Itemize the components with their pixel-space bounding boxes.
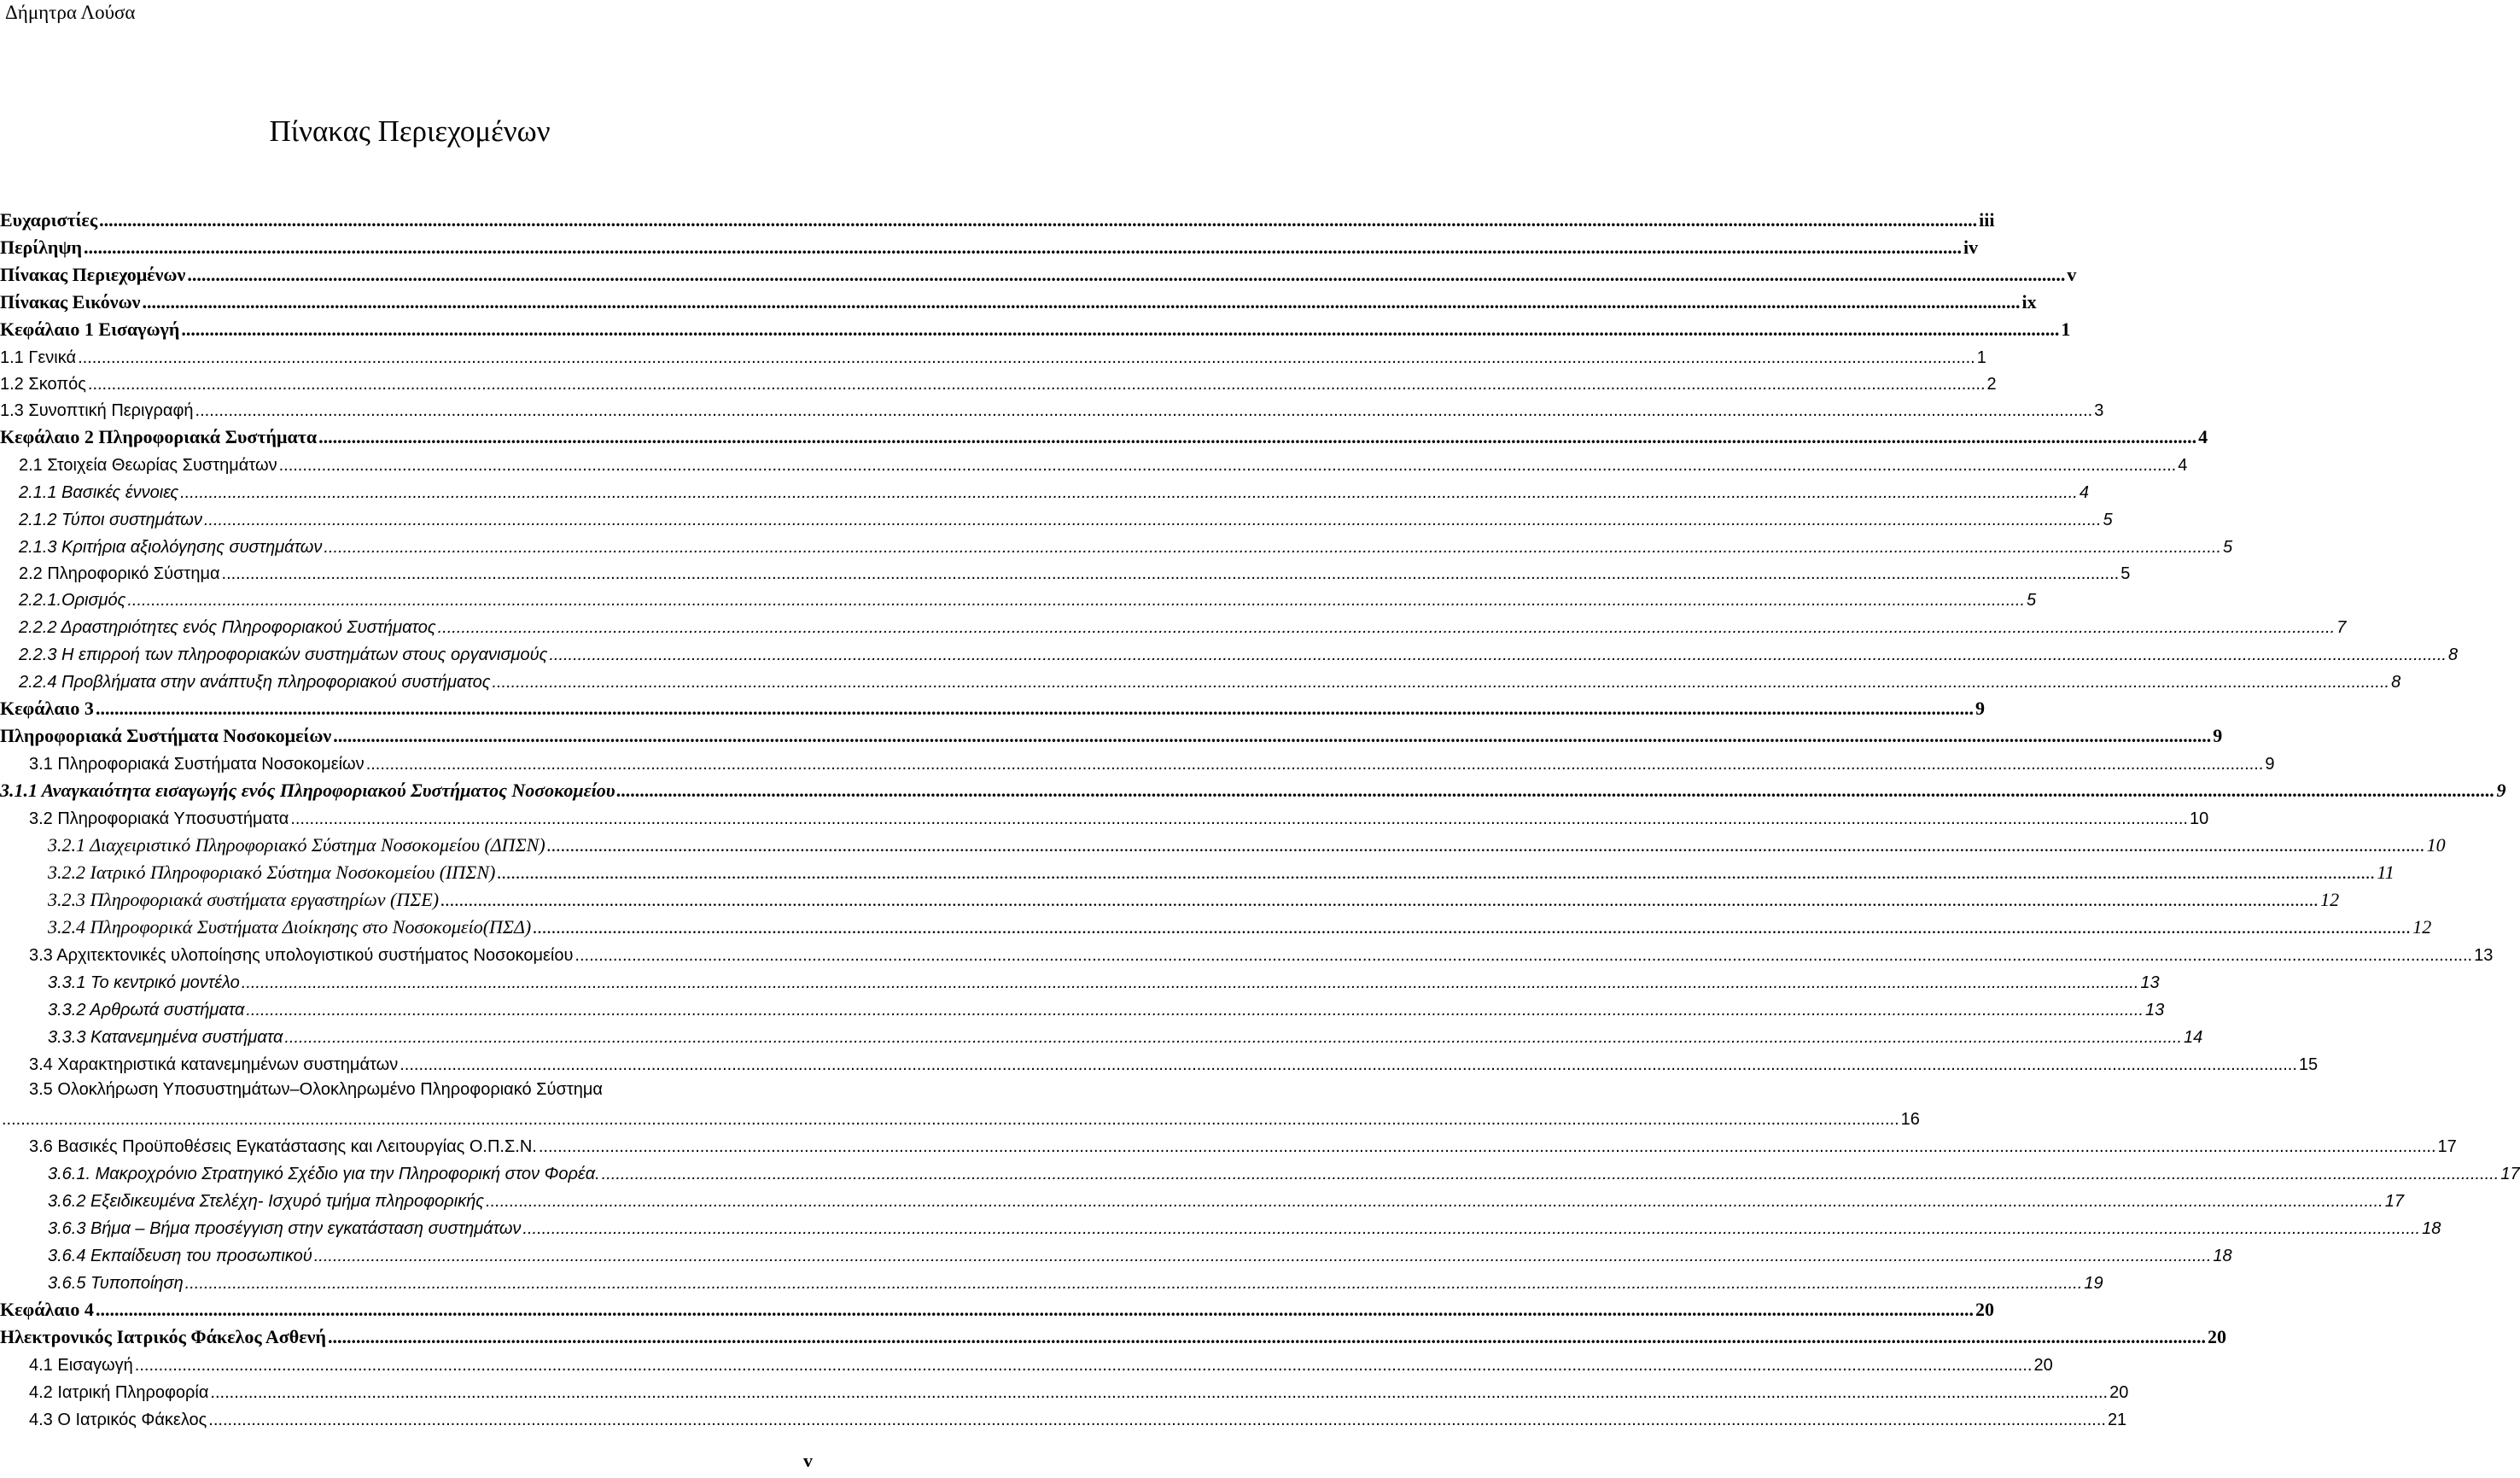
toc-entry-label: 1.1 Γενικά bbox=[0, 348, 77, 367]
toc-entry[interactable] bbox=[19, 503, 2113, 530]
toc-entry[interactable] bbox=[29, 1130, 2457, 1157]
toc-entry[interactable] bbox=[0, 341, 1986, 368]
toc-entry[interactable] bbox=[48, 1266, 2103, 1294]
leader-dots: ................................................................................................................................................................................................................................................................................................................................................................................................................ bbox=[84, 237, 1963, 258]
toc-entry-label: Ευχαριστίες bbox=[0, 209, 98, 231]
toc-entry[interactable] bbox=[29, 1048, 2319, 1075]
toc-entry-label: 3.6.5 Τυποποίηση bbox=[48, 1274, 184, 1293]
toc-entry-label: 4.1 Εισαγωγή bbox=[29, 1356, 133, 1375]
toc-entry-label: 2.2.1.Ορισμός bbox=[19, 591, 126, 610]
toc-entry-label: Ηλεκτρονικός Ιατρικός Φάκελος Ασθενή bbox=[0, 1326, 326, 1347]
toc-entry[interactable] bbox=[29, 747, 2275, 774]
toc-entry[interactable] bbox=[0, 692, 1985, 720]
toc-entry-page: 15 bbox=[2298, 1055, 2319, 1074]
toc-entry[interactable] bbox=[48, 829, 2446, 856]
page-title: Πίνακας Περιεχομένων bbox=[269, 114, 551, 148]
toc-entry-page: 20 bbox=[2033, 1356, 2053, 1375]
toc-entry[interactable] bbox=[0, 421, 2208, 448]
toc-entry-label: Πίνακας Εικόνων bbox=[0, 291, 141, 313]
toc-entry-page: 3 bbox=[2094, 401, 2104, 420]
leader-dots: ................................................................................................................................................................................................................................................................................................................................................................................................................ bbox=[208, 1411, 2106, 1429]
toc-entry-page: ix bbox=[2021, 291, 2037, 313]
toc-entry-page: 4 bbox=[2198, 426, 2208, 447]
leader-dots: ................................................................................................................................................................................................................................................................................................................................................................................................................ bbox=[313, 1247, 2212, 1265]
leader-dots: ................................................................................................................................................................................................................................................................................................................................................................................................................ bbox=[546, 834, 2425, 856]
toc-entry[interactable] bbox=[0, 1294, 1994, 1321]
leader-dots: ................................................................................................................................................................................................................................................................................................................................................................................................................ bbox=[400, 1055, 2297, 1074]
leader-dots: ................................................................................................................................................................................................................................................................................................................................................................................................................ bbox=[522, 1219, 2421, 1238]
toc-entry-label: Πίνακας Περιεχομένων bbox=[0, 264, 186, 285]
leader-dots: ................................................................................................................................................................................................................................................................................................................................................................................................................ bbox=[278, 456, 2177, 475]
toc-entry-page: iv bbox=[1963, 237, 1979, 258]
leader-dots: ................................................................................................................................................................................................................................................................................................................................................................................................................ bbox=[181, 318, 2060, 340]
toc-entry-page: 21 bbox=[2107, 1411, 2127, 1429]
toc-entry-label: 1.3 Συνοπτική Περιγραφή bbox=[0, 401, 194, 420]
toc-entry-label: 3.2.3 Πληροφοριακά συστήματα εργαστηρίων (ΠΣΕ) bbox=[48, 889, 440, 910]
toc-entry[interactable] bbox=[0, 204, 1995, 231]
toc-entry-page: iii bbox=[1979, 209, 1995, 231]
toc-entry[interactable] bbox=[19, 530, 2233, 558]
leader-dots: ................................................................................................................................................................................................................................................................................................................................................................................................................ bbox=[142, 291, 2021, 313]
toc-entry[interactable] bbox=[29, 1348, 2053, 1376]
toc-entry[interactable] bbox=[19, 665, 2401, 692]
leader-dots: ................................................................................................................................................................................................................................................................................................................................................................................................................ bbox=[333, 725, 2212, 746]
toc-entry-label: 3.3.3 Κατανεμημένα συστήματα bbox=[48, 1028, 283, 1047]
toc-entry-page: 9 bbox=[1975, 698, 1985, 719]
leader-dots: ................................................................................................................................................................................................................................................................................................................................................................................................................ bbox=[210, 1383, 2109, 1402]
toc-entry[interactable] bbox=[48, 1212, 2441, 1239]
toc-entry[interactable] bbox=[0, 1102, 1920, 1130]
toc-entry-page: 13 bbox=[2140, 973, 2160, 992]
toc-entry-page: 5 bbox=[2120, 564, 2131, 583]
toc-entry-label: 3.6.2 Εξειδικευμένα Στελέχη- Ισχυρό τμήμα πληροφορικής bbox=[48, 1192, 485, 1211]
leader-dots: ................................................................................................................................................................................................................................................................................................................................................................................................................ bbox=[246, 1001, 2144, 1019]
toc-entry[interactable] bbox=[48, 1184, 2404, 1212]
toc-entry[interactable] bbox=[29, 1376, 2129, 1403]
leader-dots: ................................................................................................................................................................................................................................................................................................................................................................................................................ bbox=[365, 755, 2264, 774]
toc-entry[interactable] bbox=[48, 966, 2160, 993]
leader-dots: ................................................................................................................................................................................................................................................................................................................................................................................................................ bbox=[575, 946, 2473, 965]
toc-entry-label: 2.2 Πληροφορικό Σύστημα bbox=[19, 564, 220, 583]
toc-entry[interactable] bbox=[19, 557, 2131, 584]
toc-entry[interactable] bbox=[29, 1403, 2127, 1430]
toc-entry-page: v bbox=[2067, 264, 2077, 285]
toc-entry-page: 19 bbox=[2084, 1274, 2103, 1293]
leader-dots: ................................................................................................................................................................................................................................................................................................................................................................................................................ bbox=[318, 426, 2197, 447]
leader-dots: ................................................................................................................................................................................................................................................................................................................................................................................................................ bbox=[538, 1137, 2436, 1156]
leader-dots: ................................................................................................................................................................................................................................................................................................................................................................................................................ bbox=[203, 511, 2102, 529]
toc-entry-label: 3.3 Αρχιτεκτονικές υλοποίησης υπολογιστικού συστήματος Νοσοκομείου bbox=[29, 946, 574, 965]
toc-entry-page: 17 bbox=[2437, 1137, 2457, 1156]
leader-dots: ................................................................................................................................................................................................................................................................................................................................................................................................................ bbox=[486, 1192, 2383, 1211]
toc-entry[interactable] bbox=[0, 231, 1979, 259]
toc-entry-label: 3.6.4 Εκπαίδευση του προσωπικού bbox=[48, 1247, 312, 1265]
toc-entry-label: 2.2.2 Δραστηριότητες ενός Πληροφοριακού Συστήματος bbox=[19, 618, 436, 637]
leader-dots: ................................................................................................................................................................................................................................................................................................................................................................................................................ bbox=[437, 618, 2336, 637]
toc-entry-page: 1 bbox=[1976, 348, 1986, 367]
toc-entry[interactable] bbox=[19, 638, 2459, 665]
toc-entry-label: 2.1.1 Βασικές έννοιες bbox=[19, 483, 179, 502]
toc-entry[interactable] bbox=[48, 884, 2340, 911]
leader-dots: ................................................................................................................................................................................................................................................................................................................................................................................................................ bbox=[195, 401, 2093, 420]
toc-entry-label: 3.6 Βασικές Προϋποθέσεις Εγκατάστασης και Λειτουργίας Ο.Π.Σ.Ν. bbox=[29, 1137, 537, 1156]
leader-dots: ................................................................................................................................................................................................................................................................................................................................................................................................................ bbox=[497, 862, 2376, 883]
toc-entry[interactable] bbox=[29, 802, 2209, 829]
leader-dots: ................................................................................................................................................................................................................................................................................................................................................................................................................ bbox=[2, 1110, 1899, 1129]
toc-entry-page: 5 bbox=[2027, 591, 2037, 610]
toc-entry[interactable] bbox=[48, 1020, 2203, 1048]
toc-entry-page: 16 bbox=[1900, 1110, 1920, 1129]
toc-entry-label: 3.3.2 Αρθρωτά συστήματα bbox=[48, 1001, 245, 1019]
toc-entry-label: 2.2.3 Η επιρροή των πληροφοριακών συστημάτων στους οργανισμούς bbox=[19, 646, 548, 664]
toc-entry[interactable] bbox=[29, 938, 2494, 966]
toc-entry-label: 1.2 Σκοπός bbox=[0, 375, 86, 394]
toc-entry-label: 2.1 Στοιχεία Θεωρίας Συστημάτων bbox=[19, 456, 277, 475]
toc-entry[interactable] bbox=[0, 1321, 2226, 1348]
toc-entry-page: 7 bbox=[2336, 618, 2347, 637]
toc-entry-page: 11 bbox=[2377, 862, 2395, 883]
toc-entry[interactable] bbox=[0, 259, 2077, 286]
toc-entry-page: 9 bbox=[2213, 725, 2223, 746]
toc-entry-page: 18 bbox=[2213, 1247, 2232, 1265]
toc-entry[interactable] bbox=[19, 610, 2347, 638]
toc-entry-page: 2 bbox=[1986, 375, 1997, 394]
leader-dots: ................................................................................................................................................................................................................................................................................................................................................................................................................ bbox=[549, 646, 2447, 664]
toc-entry[interactable] bbox=[0, 394, 2104, 421]
toc-entry[interactable] bbox=[0, 286, 2037, 313]
leader-dots: ................................................................................................................................................................................................................................................................................................................................................................................................................ bbox=[241, 973, 2139, 992]
toc-entry[interactable] bbox=[48, 911, 2432, 938]
toc-entry-label: 4.3 Ο Ιατρικός Φάκελος bbox=[29, 1411, 207, 1429]
leader-dots: ................................................................................................................................................................................................................................................................................................................................................................................................................ bbox=[284, 1028, 2183, 1047]
toc-entry-label: 3.5 Ολοκλήρωση Υποσυστημάτων–Ολοκληρωμένο Πληροφοριακό Σύστημα bbox=[29, 1080, 603, 1099]
toc-entry[interactable] bbox=[0, 313, 2071, 341]
toc-entry-page: 17 bbox=[2384, 1192, 2404, 1211]
toc-entry-label: 2.2.4 Προβλήματα στην ανάπτυξη πληροφοριακού συστήματος bbox=[19, 673, 491, 692]
leader-dots: ................................................................................................................................................................................................................................................................................................................................................................................................................ bbox=[87, 375, 1986, 394]
toc-entry-label: 3.1 Πληροφοριακά Συστήματα Νοσοκομείων bbox=[29, 755, 365, 774]
leader-dots: ................................................................................................................................................................................................................................................................................................................................................................................................................ bbox=[187, 264, 2066, 285]
toc-entry-label: 4.2 Ιατρική Πληροφορία bbox=[29, 1383, 209, 1402]
toc-entry-label: 3.2.4 Πληροφορικά Συστήματα Διοίκησης στο Νοσοκομείο(ΠΣΔ) bbox=[48, 916, 532, 938]
toc-entry-label: 3.4 Χαρακτηριστικά κατανεμημένων συστημάτων bbox=[29, 1055, 399, 1074]
toc-entry[interactable] bbox=[48, 856, 2395, 884]
toc-entry-page: 4 bbox=[2079, 483, 2089, 502]
toc-entry-label: 3.6.3 Βήμα – Βήμα προσέγγιση στην εγκατάσταση συστημάτων bbox=[48, 1219, 522, 1238]
toc-entry-label: Κεφάλαιο 3 bbox=[0, 698, 94, 719]
leader-dots: ................................................................................................................................................................................................................................................................................................................................................................................................................ bbox=[127, 591, 2026, 610]
toc-entry-page: 9 bbox=[2265, 755, 2275, 774]
toc-entry-label: Κεφάλαιο 1 Εισαγωγή bbox=[0, 318, 180, 340]
toc-entry-label: 3.6.1. Μακροχρόνιο Στρατηγικό Σχέδιο για την Πληροφορική στον Φορέα. bbox=[48, 1165, 600, 1183]
toc-entry-label: Πληροφοριακά Συστήματα Νοσοκομείων bbox=[0, 725, 332, 746]
toc-entry-page: 18 bbox=[2422, 1219, 2441, 1238]
toc-entry[interactable] bbox=[0, 367, 1997, 394]
toc-entry-label: 3.3.1 Το κεντρικό μοντέλο bbox=[48, 973, 240, 992]
toc-entry-page: 5 bbox=[2223, 538, 2233, 557]
leader-dots: ................................................................................................................................................................................................................................................................................................................................................................................................................ bbox=[327, 1326, 2206, 1347]
toc-entry-label: Κεφάλαιο 2 Πληροφοριακά Συστήματα bbox=[0, 426, 318, 447]
toc-entry-page: 14 bbox=[2184, 1028, 2203, 1047]
toc-entry-page: 5 bbox=[2103, 511, 2113, 529]
toc-entry-page: 13 bbox=[2145, 1001, 2165, 1019]
toc-entry-page: 10 bbox=[2189, 809, 2209, 828]
leader-dots: ................................................................................................................................................................................................................................................................................................................................................................................................................ bbox=[134, 1356, 2033, 1375]
toc-entry-page: 13 bbox=[2474, 946, 2494, 965]
toc-entry-label: 3.2.2 Ιατρικό Πληροφοριακό Σύστημα Νοσοκομείου (ΙΠΣΝ) bbox=[48, 862, 496, 883]
leader-dots: ................................................................................................................................................................................................................................................................................................................................................................................................................ bbox=[221, 564, 2120, 583]
toc-entry[interactable] bbox=[48, 993, 2165, 1020]
page-number: v bbox=[803, 1450, 813, 1471]
toc-entry-page: 12 bbox=[2412, 916, 2432, 938]
toc-entry-page: 17 bbox=[2500, 1165, 2520, 1183]
toc-entry[interactable] bbox=[19, 476, 2089, 503]
leader-dots: ................................................................................................................................................................................................................................................................................................................................................................................................................ bbox=[180, 483, 2078, 502]
toc-entry-page: 8 bbox=[2447, 646, 2459, 664]
leader-dots: ................................................................................................................................................................................................................................................................................................................................................................................................................ bbox=[533, 916, 2412, 938]
leader-dots: ................................................................................................................................................................................................................................................................................................................................................................................................................ bbox=[492, 673, 2390, 692]
toc-entry-page: 20 bbox=[1975, 1299, 1994, 1320]
toc-entry-page: 10 bbox=[2426, 834, 2446, 856]
toc-entry-label: 2.1.3 Κριτήρια αξιολόγησης συστημάτων bbox=[19, 538, 323, 557]
toc-entry-page: 12 bbox=[2320, 889, 2340, 910]
toc-entry-page: 20 bbox=[2207, 1326, 2226, 1347]
toc-entry-label: 3.1.1 Αναγκαιότητα εισαγωγής ενός Πληροφοριακού Συστήματος Νοσοκομείου bbox=[0, 780, 615, 801]
leader-dots: ................................................................................................................................................................................................................................................................................................................................................................................................................ bbox=[184, 1274, 2083, 1293]
leader-dots: ................................................................................................................................................................................................................................................................................................................................................................................................................ bbox=[95, 1299, 1974, 1320]
leader-dots: ................................................................................................................................................................................................................................................................................................................................................................................................................ bbox=[440, 889, 2319, 910]
toc-entry[interactable] bbox=[48, 1239, 2232, 1266]
leader-dots: ................................................................................................................................................................................................................................................................................................................................................................................................................ bbox=[616, 780, 2495, 801]
toc-entry-page: 20 bbox=[2109, 1383, 2129, 1402]
leader-dots: ................................................................................................................................................................................................................................................................................................................................................................................................................ bbox=[324, 538, 2221, 557]
leader-dots: ................................................................................................................................................................................................................................................................................................................................................................................................................ bbox=[601, 1165, 2500, 1183]
leader-dots: ................................................................................................................................................................................................................................................................................................................................................................................................................ bbox=[290, 809, 2188, 828]
document-author-header: Δήμητρα Λούσα bbox=[5, 2, 136, 23]
toc-entry-page: 1 bbox=[2061, 318, 2071, 340]
toc-entry-page: 4 bbox=[2178, 456, 2188, 475]
leader-dots: ................................................................................................................................................................................................................................................................................................................................................................................................................ bbox=[78, 348, 1975, 367]
toc-entry-label: 3.2 Πληροφοριακά Υποσυστήματα bbox=[29, 809, 289, 828]
toc-entry-label: 3.2.1 Διαχειριστικό Πληροφοριακό Σύστημα Νοσοκομείου (ΔΠΣΝ) bbox=[48, 834, 545, 856]
leader-dots: ................................................................................................................................................................................................................................................................................................................................................................................................................ bbox=[99, 209, 1978, 231]
toc-entry-label: Κεφάλαιο 4 bbox=[0, 1299, 94, 1320]
toc-entry[interactable] bbox=[19, 448, 2188, 476]
toc-entry[interactable] bbox=[48, 1157, 2520, 1184]
toc-entry-page: 8 bbox=[2391, 673, 2401, 692]
toc-entry-label: Περίληψη bbox=[0, 237, 83, 258]
toc-entry-label: 2.1.2 Τύποι συστημάτων bbox=[19, 511, 202, 529]
leader-dots: ................................................................................................................................................................................................................................................................................................................................................................................................................ bbox=[95, 698, 1974, 719]
toc-entry-page: 9 bbox=[2496, 780, 2506, 801]
toc-entry[interactable] bbox=[0, 774, 2506, 802]
toc-entry[interactable] bbox=[0, 720, 2223, 747]
toc-entry[interactable] bbox=[19, 583, 2037, 610]
